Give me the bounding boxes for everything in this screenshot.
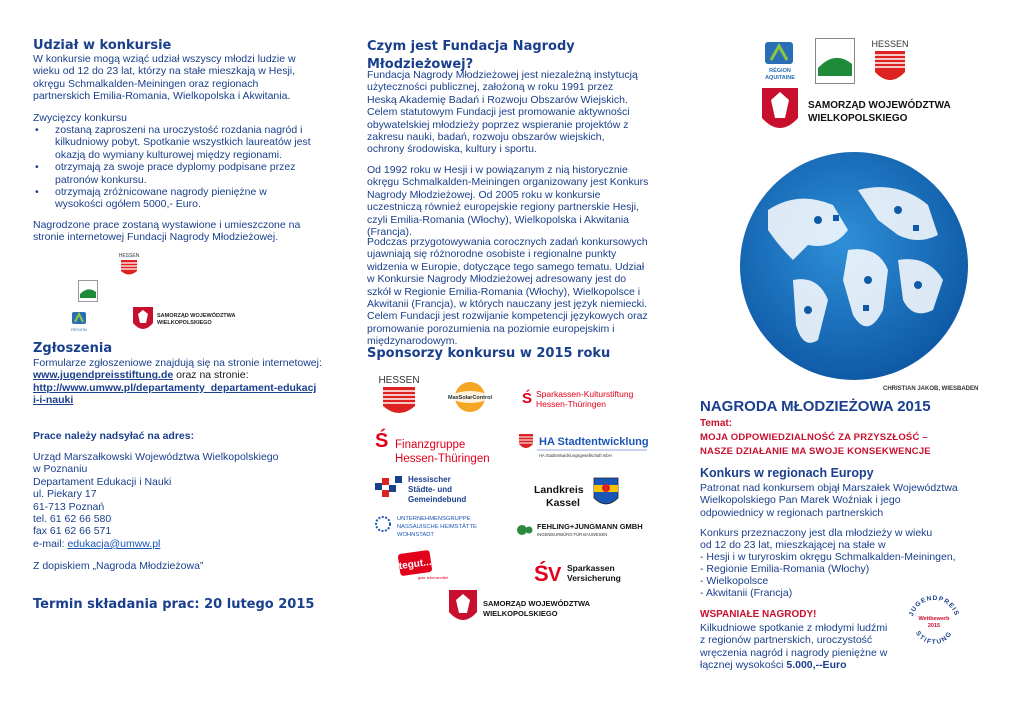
samorzad-text: SAMORZĄD WOJEWÓDZTWA bbox=[483, 599, 591, 608]
zwyciezcy-heading: Zwycięzcy konkursu bbox=[33, 112, 127, 124]
stamp-top-text: JUGENDPREIS bbox=[907, 594, 961, 618]
hessen-logo-small bbox=[118, 251, 140, 284]
finanzgruppe-text-2: Hessen-Thüringen bbox=[395, 453, 490, 465]
address-line: Urząd Marszałkowski Województwa Wielkopolskiego bbox=[33, 451, 279, 463]
finanzgruppe-text: Finanzgruppe bbox=[395, 439, 466, 451]
fundacja-p1: Fundacja Nagrody Młodzieżowej jest niezależną instytucją użyteczności publicznej, założoną w roku 1991 przez Heską Akademię Badań i Rozwoju Obszarów Wiejskich. Celem statutowym Fundacji jest promowanie aktywności obywatelskiej młodzieży poprzez wspieranie projektów z zakresu nauki, badań, rozwoju obszarów wiejskich, ochrony środowiska, kultury i sportu. bbox=[367, 69, 638, 156]
emilia-romagna-logo bbox=[815, 38, 855, 89]
termin: Termin składania prac: 20 lutego 2015 bbox=[33, 597, 315, 612]
email-link[interactable]: edukacja@umww.pl bbox=[67, 537, 161, 550]
fehling-sub-text: INGENIEURBÜRO FÜR BAUWESEN bbox=[537, 532, 608, 537]
untern-text-3: WOHNSTADT bbox=[397, 532, 434, 538]
adres-heading: Prace należy nadsyłać na adres: bbox=[33, 430, 195, 442]
sponsor-maxsolar-logo bbox=[445, 381, 495, 418]
svg-text:JUGENDPREIS bbox=[908, 595, 960, 617]
svg-text:Ś: Ś bbox=[375, 430, 389, 452]
sponsor-sv-logo bbox=[534, 561, 634, 590]
address-line: 61-713 Poznań bbox=[33, 500, 105, 513]
fundacja-p3: Podczas przygotowywania corocznych zadań konkursowych ujawniają się różnorodne osobiste i regionalne punkty widzenia w Europie, dotyczące tego samego tematu. Udział w Konkursie Nagrody Młodzieżowej adresowany jest do szkół w Regionie Emilia-Romania (Włochy), Wielkopolsce i Akwitanii (Francja), w których nauczany jest język niemiecki. Celem Fundacji jest rozwijanie kompetencji językowych oraz promowanie porozumienia na poziomie europejskim i międzynarodowym. bbox=[367, 236, 648, 348]
untern-text-2: NASSAUISCHE HEIMSTÄTTE bbox=[397, 524, 477, 530]
landkreis-text-2: Kassel bbox=[546, 497, 580, 509]
hessen-label: HESSEN bbox=[871, 39, 909, 49]
sparkassen-kultur-text: Sparkassen-Kulturstiftung bbox=[536, 389, 634, 399]
zwyciezcy-list bbox=[33, 124, 315, 211]
temat-line-2: NASZE DZIAŁANIE MA SWOJE KONSEKWENCJE bbox=[700, 446, 931, 457]
tegut-sub-text: gute lebensmittel bbox=[417, 575, 449, 580]
temat-line-1: MOJA ODPOWIEDZIALNOŚĆ ZA PRZYSZŁOŚĆ – bbox=[700, 432, 928, 443]
fundacja-title: Czym jest Fundacja Nagrody Młodzieżowej? bbox=[367, 39, 575, 72]
address-line: w Poznaniu bbox=[33, 463, 88, 476]
landkreis-text: Landkreis bbox=[534, 484, 584, 496]
region-line: - Regionie Emilia-Romania (Włochy) bbox=[700, 563, 870, 575]
address-line: fax 61 62 66 571 bbox=[33, 525, 112, 538]
jugendpreis-stamp bbox=[902, 588, 966, 657]
sponsor-tegut-logo bbox=[397, 550, 453, 587]
samorzad-label-2: WIELKOPOLSKIEGO bbox=[808, 113, 908, 124]
patronat-text: Patronat nad konkursem objął Marszałek Województwa Wielkopolskiego Pan Marek Woźniak i jego odpowiednicy w regionach partnerskich bbox=[700, 482, 958, 519]
sponsor-hessen-logo bbox=[375, 374, 423, 425]
nagrodzone-text: Nagrodzone prace zostaną wystawione i umieszczone na stronie internetowej Fundacji Nagrody Młodzieżowej. bbox=[33, 219, 301, 244]
udzial-title: Udział w konkursie bbox=[33, 38, 172, 53]
jugendpreis-link[interactable]: www.jugendpreisstiftung.de bbox=[33, 369, 174, 382]
maxsolar-text: MaxSolarControl bbox=[447, 395, 493, 401]
svg-text:AQUITAINE: AQUITAINE bbox=[765, 75, 795, 81]
samorzad-logo bbox=[760, 86, 951, 145]
sparkassen-kultur-text-2: Hessen-Thüringen bbox=[536, 399, 606, 409]
region-line: - Hesji i w turyroskim okręgu Schmalkalden-Meiningen, bbox=[700, 551, 956, 563]
hstg-text-3: Gemeindebund bbox=[408, 495, 467, 504]
nagrody-title: WSPANIAŁE NAGRODY! bbox=[700, 609, 817, 620]
sv-text: Sparkassen bbox=[567, 563, 615, 573]
tegut-text: tegut... bbox=[398, 556, 433, 573]
sponsor-hstg-logo bbox=[375, 473, 475, 512]
address-line: ul. Piekary 17 bbox=[33, 488, 97, 501]
svg-text:Ś: Ś bbox=[522, 390, 533, 407]
svg-text:SAMORZĄD WOJEWÓDZTWA: SAMORZĄD WOJEWÓDZTWA bbox=[157, 313, 236, 319]
ha-text: HA Stadtentwicklung bbox=[539, 436, 649, 448]
sponsorzy-title: Sponsorzy konkursu w 2015 roku bbox=[367, 346, 611, 361]
hstg-text-2: Städte- und bbox=[408, 485, 452, 494]
region-line: - Akwitanii (Francja) bbox=[700, 587, 793, 599]
samorzad-label: SAMORZĄD WOJEWÓDZTWA bbox=[808, 100, 951, 111]
region-line: - Wielkopolsce bbox=[700, 575, 769, 587]
sv-text-2: Versicherung bbox=[567, 573, 621, 583]
address-line: tel. 61 62 66 580 bbox=[33, 513, 112, 526]
svg-text:HESSEN: HESSEN bbox=[118, 253, 140, 259]
list-item: • otrzymają zróżnicowane nagrody pieniężne w wysokości ogółem 5000,- Euro. bbox=[55, 186, 315, 211]
stamp-mid-text: Wettbewerb bbox=[918, 616, 950, 622]
hstg-text: Hessischer bbox=[408, 475, 451, 484]
przeznaczony-1: Konkurs przeznaczony jest dla młodzieży w wieku bbox=[700, 527, 933, 539]
sponsor-fehling-logo bbox=[515, 520, 650, 545]
ha-sub-text: HA Stadtentwicklungsgesellschaft mbH bbox=[539, 453, 612, 458]
samorzad-logo-small bbox=[131, 305, 236, 340]
aquitaine-logo bbox=[755, 40, 805, 87]
nagrody-text: Kilkudniowe spotkanie z młodymi ludźmi z regionów partnerskich, uroczystość wręczenia nagród i nagrody pieniężne w łącznej wysokości 5.000,--Euro bbox=[700, 622, 888, 672]
main-title: NAGRODA MŁODZIEŻOWA 2015 bbox=[700, 398, 931, 415]
sponsor-samorzad-logo bbox=[447, 588, 591, 635]
globe-illustration bbox=[738, 150, 970, 387]
sponsor-ha-logo bbox=[517, 431, 652, 466]
samorzad-text-2: WIELKOPOLSKIEGO bbox=[483, 609, 558, 618]
formularz-text: Formularze zgłoszeniowe znajdują się na stronie internetowej: www.jugendpreisstiftung.de oraz na stronie: http://www.umww.pl/departamenty_departament-edukacji-i-nauki bbox=[33, 357, 322, 407]
przeznaczony-2: od 12 do 23 lat, mieszkającej na stałe w bbox=[700, 539, 886, 551]
svg-text:RÉGION: RÉGION bbox=[71, 327, 87, 332]
dopisek: Z dopiskiem „Nagroda Młodzieżowa” bbox=[33, 560, 204, 572]
list-item: • otrzymają za swoje prace dyplomy podpisane przez patronów konkursu. bbox=[55, 161, 315, 186]
nagrody-amount: 5.000,--Euro bbox=[786, 659, 847, 672]
sponsor-unternehmensgruppe-logo bbox=[375, 512, 480, 545]
address-line: Departament Edukacji i Nauki bbox=[33, 475, 172, 488]
svg-text:STIFTUNG bbox=[914, 630, 954, 646]
konkurs-title: Konkurs w regionach Europy bbox=[700, 466, 874, 480]
aquitaine-logo-small bbox=[68, 311, 90, 338]
stamp-bottom-text: STIFTUNG bbox=[914, 629, 954, 647]
udzial-text: W konkursie mogą wziąć udział wszyscy młodzi ludzie w wieku od 12 do 23 lat, którzy na stałe mieszkają w Hesji, okręgu Schmalkalden-Meiningen oraz regionach partnerskich Emilia-Romania, Wielkopolska i Akwitania. bbox=[33, 53, 296, 103]
stamp-year-text: 2015 bbox=[927, 623, 941, 629]
svg-text:V: V bbox=[548, 564, 562, 586]
svg-text:WIELKOPOLSKIEGO: WIELKOPOLSKIEGO bbox=[157, 320, 212, 326]
temat-label: Temat: bbox=[700, 418, 733, 429]
email-line: e-mail: edukacja@umww.pl bbox=[33, 537, 161, 550]
umww-link[interactable]: http://www.umww.pl/departamenty_departament-edukacji-i-nauki bbox=[33, 381, 317, 407]
fundacja-p2: Od 1992 roku w Hesji i w powiązanym z nią historycznie okręgu Schmalkalden-Meiningen organizowany jest Konkurs Nagrody Młodzieżowej. Od 2005 roku w konkursie uczestniczą również europejskie regiony partnerskie Hesji, czyli Emilia-Romania (Włochy), Wielkopolska i Akwitania (Francja). bbox=[367, 164, 649, 239]
address-block bbox=[33, 451, 313, 550]
emilia-romagna-logo-small bbox=[78, 280, 98, 307]
sponsor-finanzgruppe-logo bbox=[375, 430, 490, 471]
list-item: • zostaną zaproszeni na uroczystość rozdania nagród i kilkudniowy pobyt. Spotkanie wszystkich laureatów jest okazją do wymiany kulturowej między regionami. bbox=[55, 124, 315, 161]
svg-text:Ś: Ś bbox=[534, 561, 549, 586]
hessen-text: HESSEN bbox=[378, 375, 420, 386]
untern-text: UNTERNEHMENSGRUPPE bbox=[397, 516, 471, 522]
sponsor-landkreis-logo bbox=[532, 476, 632, 517]
sponsor-sparkassen-kultur-logo bbox=[522, 388, 637, 415]
globe-credit: CHRISTIAN JAKOB, WIESBADEN bbox=[883, 386, 979, 392]
zgloszenia-title: Zgłoszenia bbox=[33, 341, 113, 356]
fehling-text: FEHLING+JUNGMANN GMBH bbox=[537, 522, 643, 531]
svg-text:RÉGION: RÉGION bbox=[769, 68, 791, 74]
